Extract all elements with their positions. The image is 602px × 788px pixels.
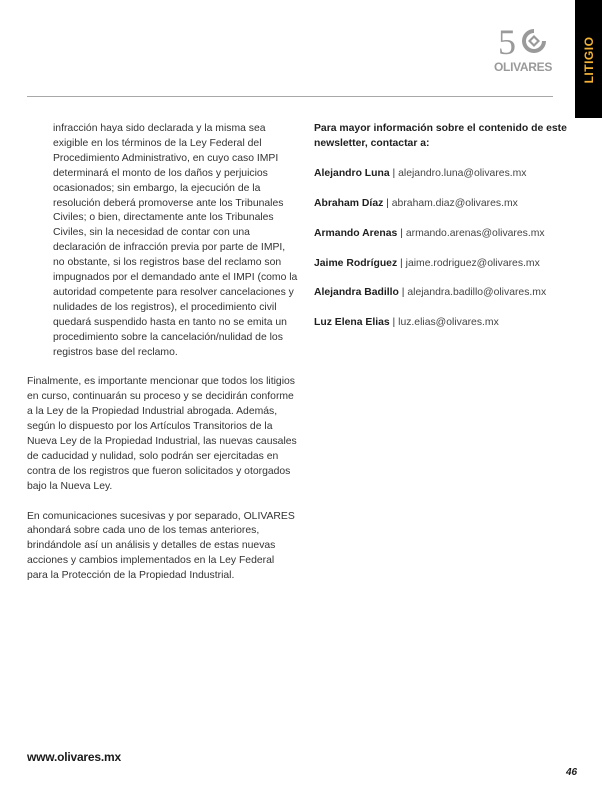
contact-name: Alejandro Luna <box>314 167 390 179</box>
contact-item <box>314 167 576 182</box>
right-column <box>314 122 576 346</box>
separator: | <box>389 167 399 179</box>
separator: | <box>389 317 399 329</box>
logo-brand: OLIVARES <box>494 60 553 74</box>
contact-item <box>314 227 576 242</box>
contact-name: Abraham Díaz <box>314 197 384 209</box>
contact-name: Luz Elena Elias <box>314 317 390 329</box>
contact-name: Armando Arenas <box>314 227 398 239</box>
separator: | <box>397 227 406 239</box>
body-paragraph: En comunicaciones sucesivas y por separado, OLIVARES ahondará sobre cada uno de los temas anteriores, brindándole así un análisis y detalles de estas nuevas acciones y cambios implementados en la Ley Federal para la Protección de la Propiedad Industrial. <box>27 510 295 582</box>
website-link[interactable]: www.olivares.mx <box>27 750 121 764</box>
separator: | <box>397 257 406 269</box>
header-divider <box>27 96 553 97</box>
body-paragraph: infracción haya sido declarada y la misma sea exigible en los términos de la Ley Federal del Procedimiento Administrativo, en cuyo caso IMPI determinará el monto de los daños y perjuicios ocasionados; sin embargo, la ejecución de la resolución deberá promoverse ante los Tribunales Civiles; o bien, directamente ante los Tribunales Civiles, sin la necesidad de contar con una declaración de infracción previa por parte de IMPI, no obstante, si los registros base del reclamo son impugnados por el demandado ante el IMPI (como la autoridad competente para resolver cancelaciones y nulidades de los registros), el procedimiento civil quedará suspendido hasta en tanto no se emita un procedimiento sobre la cancelación/nulidad de los registros base del reclamo. <box>53 123 298 358</box>
contact-item <box>314 286 576 301</box>
olivares-50-logo <box>494 24 558 76</box>
contact-email-link[interactable]: armando.arenas@olivares.mx <box>405 227 545 239</box>
contact-item <box>314 316 576 331</box>
page-number: 46 <box>566 767 578 778</box>
contact-name: Alejandra Badillo <box>314 287 399 299</box>
contact-item <box>314 197 576 212</box>
contact-email-link[interactable]: luz.elias@olivares.mx <box>398 317 499 329</box>
body-paragraph: Finalmente, es importante mencionar que todos los litigios en curso, continuarán su proceso y se decidirán conforme a la Ley de la Propiedad Industrial abrogada. Además, según lo dispuesto por los Artículos Transitorios de la Nueva Ley de la Propiedad Industrial, las nuevas causales de caducidad y nulidad, solo podrán ser ejercitadas en contra de los registros que fueron solicitados y otorgados bajo la Nueva Ley. <box>27 376 297 492</box>
anniversary-emblem-icon <box>520 27 548 55</box>
contact-email-link[interactable]: alejandro.luna@olivares.mx <box>398 167 527 179</box>
contact-item <box>314 257 576 272</box>
contact-email-link[interactable]: alejandra.badillo@olivares.mx <box>407 287 547 299</box>
logo-number: 5 <box>498 22 514 62</box>
contact-email-link[interactable]: abraham.diaz@olivares.mx <box>391 197 518 209</box>
contact-intro: Para mayor información sobre el contenido de este newsletter, contactar a: <box>314 123 567 149</box>
contact-name: Jaime Rodríguez <box>314 257 398 269</box>
separator: | <box>383 197 392 209</box>
section-tab-label: LITIGIO <box>581 36 596 84</box>
separator: | <box>398 287 408 299</box>
left-column <box>27 122 297 599</box>
contact-email-link[interactable]: jaime.rodriguez@olivares.mx <box>405 257 540 269</box>
section-tab <box>575 0 602 118</box>
